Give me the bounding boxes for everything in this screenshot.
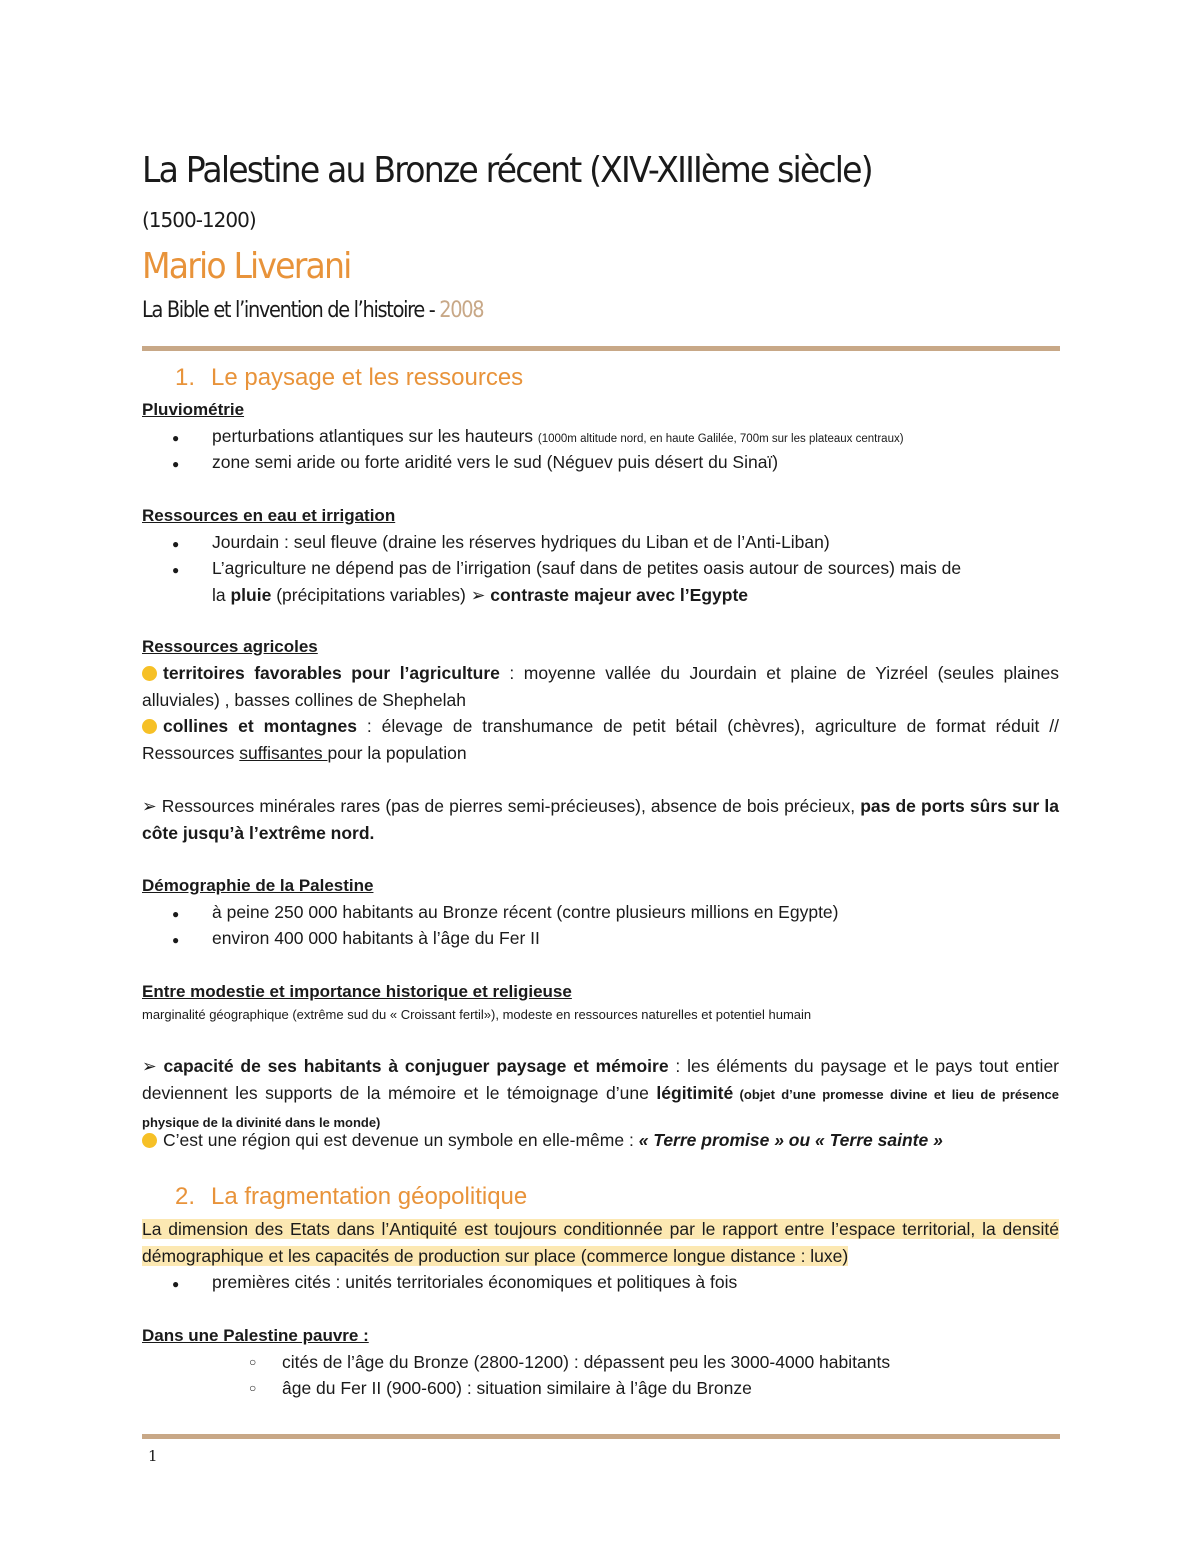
list-item: âge du Fer II (900-600) : situation similaire à l’âge du Bronze	[282, 1378, 752, 1398]
bold-note: (objet d’une promesse divine et lieu de présence physique de la divinité dans le monde)	[142, 1086, 1059, 1130]
bold-text: pluie	[230, 585, 272, 605]
list-item: environ 400 000 habitants à l’âge du Fer II	[212, 928, 540, 948]
pluviometrie-heading: Pluviométrie	[142, 400, 245, 419]
list-item: premières cités : unités territoriales économiques et politiques à fois	[212, 1272, 738, 1292]
note-text: marginalité géographique (extrême sud du « Croissant fertil»), modeste en ressources naturelles et potentiel humain	[142, 1007, 812, 1022]
divider-bottom	[142, 1434, 1060, 1439]
circle-bullet-icon: ○	[249, 1355, 257, 1369]
bullet-icon: ●	[172, 933, 180, 947]
bold-text: capacité de ses habitants à conjuguer paysage et mémoire	[163, 1056, 669, 1076]
list-item: cités de l’âge du Bronze (2800-1200) : dépassent peu les 3000-4000 habitants	[282, 1352, 891, 1372]
bold-text: territoires favorables pour l’agriculture	[163, 663, 500, 683]
circle-bullet-icon: ○	[249, 1381, 257, 1395]
yellow-circle-icon	[142, 666, 157, 681]
text: : moyenne vallée du Jourdain et plaine de Yizréel (seules plaines alluviales) , basses collines de Shephelah	[142, 663, 1059, 710]
text: (précipitations variables) ➢	[271, 585, 491, 605]
list-item: Jourdain : seul fleuve (draine les réserves hydriques du Liban et de l’Anti-Liban)	[212, 532, 830, 552]
list-item-note: (1000m altitude nord, en haute Galilée, 700m sur les plateaux centraux)	[537, 433, 904, 445]
page-number: 1	[148, 1447, 158, 1465]
document-title: La Palestine au Bronze récent (XIV-XIIIème siècle)	[142, 150, 872, 191]
text: : les éléments du paysage et le pays tout entier deviennent les supports de la mémoire et le témoignage d’une	[142, 1056, 1060, 1103]
bullet-icon: ●	[172, 563, 180, 577]
list-item: zone semi aride ou forte aridité vers le sud (Néguev puis désert du Sinaï)	[212, 452, 779, 472]
bold-text: légitimité	[656, 1082, 734, 1103]
yellow-circle-icon	[142, 719, 157, 734]
highlighted-paragraph	[142, 1216, 1059, 1269]
text: la	[212, 585, 231, 605]
document-dates: (1500-1200)	[142, 208, 256, 232]
section-1-heading	[175, 364, 523, 392]
section-1-title: Le paysage et les ressources	[211, 364, 524, 391]
bullet-icon: ●	[172, 431, 180, 445]
arrow-icon: ➢	[142, 1056, 164, 1076]
paragraph	[142, 1053, 1059, 1137]
section-2-heading	[175, 1183, 527, 1211]
book-year: 2008	[439, 298, 484, 323]
text: pour la population	[327, 742, 467, 763]
divider-top	[142, 346, 1060, 351]
list-item	[212, 426, 904, 447]
underlined-text: suffisantes	[239, 742, 328, 763]
yellow-circle-icon	[142, 1133, 157, 1148]
text: : élevage de transhumance de petit bétail (chèvres), agriculture de format réduit // Ressources	[142, 716, 1060, 763]
bullet-icon: ●	[172, 457, 180, 471]
bullet-icon: ●	[172, 1277, 180, 1291]
book-title: La Bible et l’invention de l’histoire -	[142, 298, 440, 323]
ressources-eau-heading: Ressources en eau et irrigation	[142, 506, 396, 525]
author-name: Mario Liverani	[142, 246, 351, 287]
bullet-icon: ●	[172, 537, 180, 551]
paragraph	[142, 793, 1059, 846]
palestine-pauvre-heading: Dans une Palestine pauvre :	[142, 1326, 369, 1345]
section-2-number: 2.	[175, 1183, 196, 1210]
bold-text: pas de ports sûrs sur la côte jusqu’à l’extrême nord.	[142, 796, 1059, 843]
paragraph	[142, 713, 1059, 766]
section-2-title: La fragmentation géopolitique	[211, 1183, 528, 1210]
text: ➢ Ressources minérales rares (pas de pierres semi-précieuses), absence de bois précieux,	[142, 796, 861, 816]
highlighted-text: La dimension des Etats dans l’Antiquité est toujours conditionnée par le rapport entre l’espace territorial, la densité démographique et les capacités de production sur place (commerce longue distance : luxe)	[142, 1219, 1059, 1266]
list-item-text: perturbations atlantiques sur les hauteurs	[212, 426, 538, 446]
book-reference	[142, 298, 483, 323]
demographie-heading: Démographie de la Palestine	[142, 876, 374, 895]
text: C’est une région qui est devenue un symbole en elle-même :	[163, 1130, 639, 1150]
bold-text: collines et montagnes	[163, 716, 357, 736]
modestie-heading: Entre modestie et importance historique et religieuse	[142, 982, 572, 1001]
list-item: à peine 250 000 habitants au Bronze récent (contre plusieurs millions en Egypte)	[212, 902, 839, 922]
list-item-continuation	[212, 585, 748, 606]
bullet-icon: ●	[172, 907, 180, 921]
list-item: L’agriculture ne dépend pas de l’irrigation (sauf dans de petites oasis autour de sources) mais de	[212, 558, 962, 578]
section-1-number: 1.	[175, 364, 196, 391]
ressources-agricoles-heading: Ressources agricoles	[142, 637, 318, 656]
bold-text: contraste majeur avec l’Egypte	[490, 585, 748, 605]
paragraph	[142, 660, 1059, 713]
bold-italic-text: « Terre promise » ou « Terre sainte »	[638, 1130, 943, 1150]
paragraph	[142, 1127, 1059, 1154]
